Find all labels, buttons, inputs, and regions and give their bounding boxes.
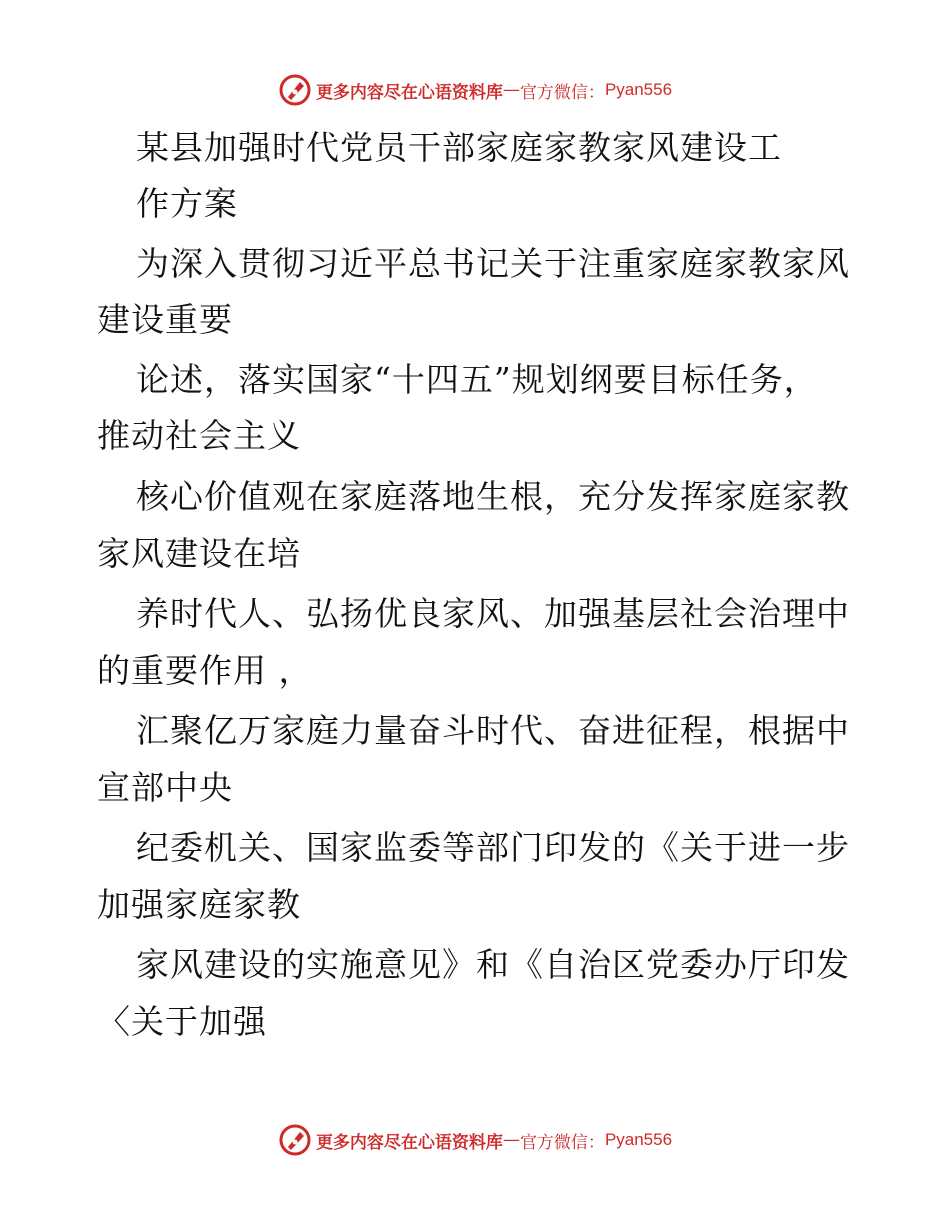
doc-line: 〈关于加强 — [97, 1002, 267, 1041]
site-name: 更多内容尽在心语资料库 — [315, 82, 503, 103]
banner-separator: — — [502, 1130, 520, 1150]
doc-line: 论述，落实国家“十四五”规划纲要目标任务， — [136, 360, 818, 399]
doc-line: 加强家庭家教 — [97, 885, 301, 924]
doc-title-line-1: 某县加强时代党员干部家庭家教家风建设工 — [136, 128, 782, 167]
doc-line: 宣部中央 — [97, 768, 233, 807]
banner-separator: — — [502, 80, 520, 100]
doc-line: 家风建设的实施意见》和《自治区党委办厅印发 — [136, 945, 850, 984]
doc-line: 养时代人、弘扬优良家风、加强基层社会治理中 — [136, 594, 850, 633]
contact-id: Pyan556 — [604, 80, 673, 99]
doc-line: 的重要作用 ， — [97, 651, 313, 690]
contact-id: Pyan556 — [604, 1130, 673, 1149]
doc-line: 汇聚亿万家庭力量奋斗时代、奋进征程，根据中 — [136, 711, 850, 750]
contact-label: 官方微信： — [519, 1132, 605, 1153]
site-name: 更多内容尽在心语资料库 — [315, 1132, 503, 1153]
doc-line: 为深入贯彻习近平总书记关于注重家庭家教家风 — [136, 244, 850, 283]
contact-label: 官方微信： — [519, 82, 605, 103]
header-banner — [0, 70, 950, 110]
footer-banner — [0, 1120, 950, 1160]
pen-nib-logo-icon — [278, 73, 312, 107]
doc-line: 家风建设在培 — [97, 534, 301, 573]
doc-line: 建设重要 — [97, 300, 233, 339]
doc-line: 核心价值观在家庭落地生根，充分发挥家庭家教 — [136, 477, 850, 516]
pen-nib-logo-icon — [278, 1123, 312, 1157]
doc-title-line-2: 作方案 — [136, 184, 238, 223]
doc-line: 推动社会主义 — [97, 416, 301, 455]
doc-line: 纪委机关、国家监委等部门印发的《关于进一步 — [136, 828, 850, 867]
